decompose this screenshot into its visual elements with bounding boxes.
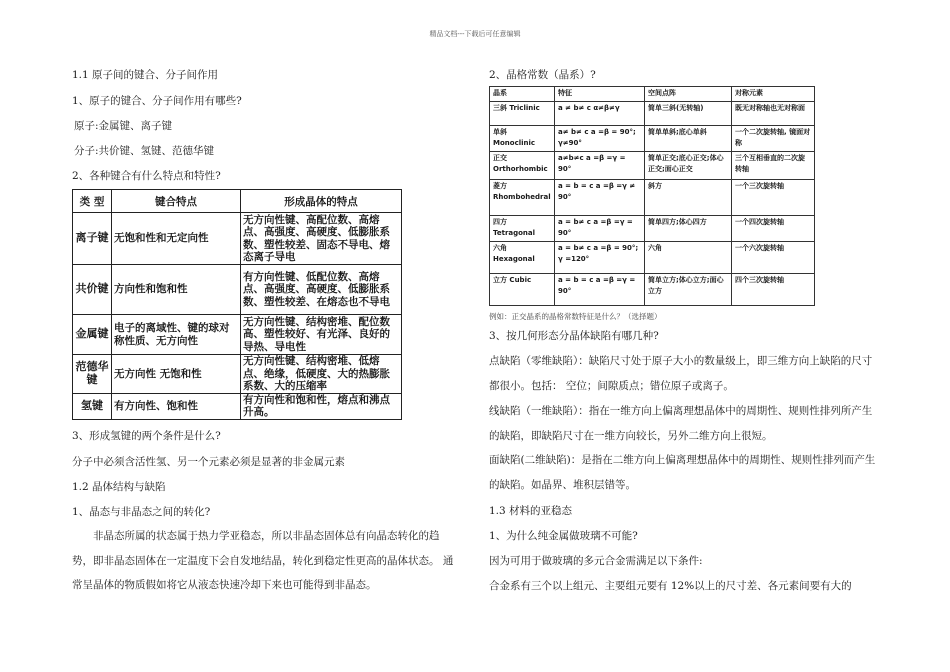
bond-type: 离子键 bbox=[73, 213, 112, 265]
symmetry-elements: 既无对称轴也无对称面 bbox=[732, 102, 815, 126]
bond-feature: 无饱和性和无定向性 bbox=[112, 213, 241, 265]
table-row bbox=[490, 274, 815, 306]
symmetry-elements: 三个互相垂直的二次旋转轴 bbox=[732, 152, 815, 180]
crystal-feature: 有方向性键、低配位数、高熔点、高强度、高硬度、低膨胀系数、塑性较差、在熔态也不导电 bbox=[241, 265, 402, 315]
space-lattice: 简单单斜;底心单斜 bbox=[645, 126, 732, 152]
space-lattice: 斜方 bbox=[645, 180, 732, 216]
crystal-feature: 有方向性和饱和性，熔点和沸点升高。 bbox=[241, 393, 402, 419]
bond-type: 氢键 bbox=[73, 393, 112, 419]
table-row bbox=[73, 393, 402, 419]
table-row bbox=[73, 355, 402, 394]
table-header: 特征 bbox=[555, 87, 645, 102]
answer-paragraph: 线缺陷（一维缺陷）：指在一维方向上偏离理想晶体中的周期性、规则性排列所产生的缺陷，即缺陷尺寸在一维方向较长，另外二维方向上很短。 bbox=[489, 405, 873, 442]
bond-feature: 电子的离域性、键的球对称性质、无方向性 bbox=[112, 315, 241, 355]
table-row bbox=[490, 102, 815, 126]
question: 1、为什么纯金属做玻璃不可能? bbox=[489, 530, 638, 542]
table-row bbox=[73, 265, 402, 315]
example-note: 例如：正交晶系的晶格常数特征是什么？（选择题） bbox=[489, 312, 662, 321]
bond-table bbox=[72, 189, 402, 420]
bond-type: 金属键 bbox=[73, 315, 112, 355]
answer-paragraph: 面缺陷(二维缺陷)：是指在二维方向上偏离理想晶体中的周期性、规则性排列而产生的缺陷。如晶界、堆积层错等。 bbox=[489, 454, 876, 491]
section-heading: 1.2 晶体结构与缺陷 bbox=[72, 481, 166, 493]
question: 3、按几何形态分晶体缺陷有哪几种? bbox=[489, 330, 659, 342]
table-header: 类 型 bbox=[73, 190, 112, 213]
lattice-feature: a = b = c a =β =γ = 90° bbox=[555, 274, 645, 306]
table-row bbox=[490, 152, 815, 180]
section-heading: 1.1 原子间的键合、分子间作用 bbox=[72, 69, 219, 81]
crystal-system: 单斜 Monoclinic bbox=[490, 126, 555, 152]
lattice-table bbox=[489, 86, 815, 306]
bond-feature: 无方向性 无饱和性 bbox=[112, 355, 241, 394]
crystal-system: 三斜 Triclinic bbox=[490, 102, 555, 126]
crystal-feature: 无方向性键、结构密堆、配位数高、塑性较好、有光泽、良好的导热、导电性 bbox=[241, 315, 402, 355]
question: 3、形成氢键的两个条件是什么? bbox=[72, 430, 221, 442]
lattice-feature: a≠ b≠ c a =β = 90°; γ≠90° bbox=[555, 126, 645, 152]
symmetry-elements: 四个三次旋转轴 bbox=[732, 274, 815, 306]
answer-paragraph: 点缺陷（零维缺陷）：缺陷尺寸处于原子大小的数量级上，即三维方向上缺陷的尺寸都很小。包括： 空位；间隙质点；错位原子或离子。 bbox=[489, 355, 873, 392]
crystal-system: 四方 Tetragonal bbox=[490, 216, 555, 242]
bond-type: 范德华键 bbox=[73, 355, 112, 394]
space-lattice: 简单四方;体心四方 bbox=[645, 216, 732, 242]
table-header: 空间点阵 bbox=[645, 87, 732, 102]
section-heading: 1.3 材料的亚稳态 bbox=[489, 505, 573, 517]
space-lattice: 六角 bbox=[645, 242, 732, 274]
answer-line: 原子:金属键、离子键 bbox=[74, 120, 173, 132]
table-header: 对称元素 bbox=[732, 87, 815, 102]
crystal-system: 立方 Cubic bbox=[490, 274, 555, 306]
space-lattice: 简单三斜(无转轴) bbox=[645, 102, 732, 126]
space-lattice: 简单正交;底心正交;体心正交;面心正交 bbox=[645, 152, 732, 180]
bond-type: 共价键 bbox=[73, 265, 112, 315]
table-header: 键合特点 bbox=[112, 190, 241, 213]
lattice-feature: a = b≠ c a =β = 90°; γ =120° bbox=[555, 242, 645, 274]
table-row bbox=[73, 213, 402, 265]
answer-line: 合金系有三个以上组元、主要组元要有 12%以上的尺寸差、各元素间要有大的 bbox=[489, 580, 852, 592]
table-row bbox=[73, 315, 402, 355]
table-row bbox=[490, 180, 815, 216]
lattice-feature: a≠b≠c a =β =γ = 90° bbox=[555, 152, 645, 180]
crystal-system: 六角 Hexagonal bbox=[490, 242, 555, 274]
symmetry-elements: 一个四次旋转轴 bbox=[732, 216, 815, 242]
table-header: 形成晶体的特点 bbox=[241, 190, 402, 213]
crystal-system: 菱方 Rhombohedral bbox=[490, 180, 555, 216]
lattice-feature: a = b≠ c a =β =γ = 90° bbox=[555, 216, 645, 242]
answer-line: 分子中必须含活性氢、另一个元素必须是显著的非金属元素 bbox=[72, 456, 345, 468]
bond-feature: 有方向性、饱和性 bbox=[112, 393, 241, 419]
bond-feature: 方向性和饱和性 bbox=[112, 265, 241, 315]
crystal-feature: 无方向性键、高配位数、高熔点、高强度、高硬度、低膨胀系数、塑性较差、固态不导电、熔态离子导电 bbox=[241, 213, 402, 265]
table-row bbox=[490, 126, 815, 152]
question: 1、晶态与非晶态之间的转化? bbox=[72, 506, 211, 518]
lattice-feature: a ≠ b≠ c α≠β≠γ bbox=[555, 102, 645, 126]
space-lattice: 简单立方;体心立方;面心立方 bbox=[645, 274, 732, 306]
page-header: 精品文档---下载后可任意编辑 bbox=[429, 30, 521, 38]
question: 2、各种键合有什么特点和特性? bbox=[72, 170, 221, 182]
question: 1、原子的键合、分子间作用有哪些? bbox=[72, 95, 242, 107]
symmetry-elements: 一个二次旋转轴, 镜面对称 bbox=[732, 126, 815, 152]
crystal-feature: 无方向性键、结构密堆、低熔点、绝缘，低硬度、大的热膨胀系数、大的压缩率 bbox=[241, 355, 402, 394]
symmetry-elements: 一个六次旋转轴 bbox=[732, 242, 815, 274]
lattice-feature: a = b = c a =β =γ ≠ 90° bbox=[555, 180, 645, 216]
answer-paragraph: 非晶态所属的状态属于热力学亚稳态，所以非晶态固体总有向晶态转化的趋势，即非晶态固体在一定温度下会自发地结晶，转化到稳定性更高的晶体状态。 通常呈晶体的物质假如将它从液态快速冷却下来也可能得到非晶态。 bbox=[72, 530, 454, 591]
symmetry-elements: 一个三次旋转轴 bbox=[732, 180, 815, 216]
table-row bbox=[490, 242, 815, 274]
crystal-system: 正交 Orthorhombic bbox=[490, 152, 555, 180]
table-header: 晶系 bbox=[490, 87, 555, 102]
question: 2、晶格常数（晶系）? bbox=[489, 69, 596, 81]
table-row bbox=[490, 216, 815, 242]
answer-line: 因为可用于做玻璃的多元合金需满足以下条件: bbox=[489, 555, 703, 567]
answer-line: 分子:共价键、氢键、范德华键 bbox=[74, 145, 215, 157]
